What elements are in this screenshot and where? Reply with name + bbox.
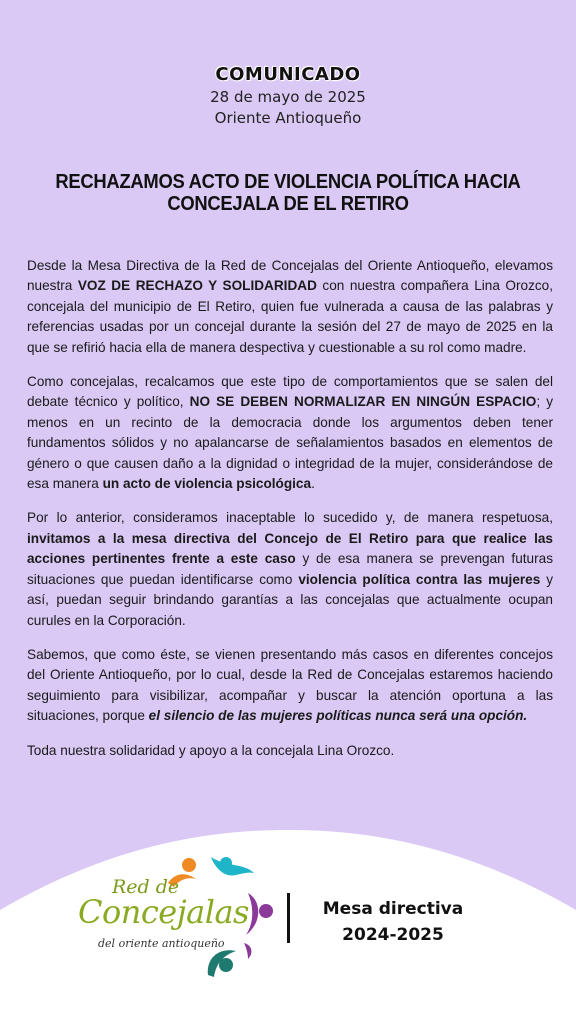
headline-line-2: CONCEJALA DE EL RETIRO xyxy=(167,193,409,215)
logo-divider xyxy=(287,893,290,943)
logo-text-red-de: Red de xyxy=(112,876,180,898)
headline xyxy=(51,171,526,215)
board-period: 2024-2025 xyxy=(342,925,444,945)
communique-label: COMUNICADO xyxy=(215,64,361,85)
board-label xyxy=(300,896,486,948)
logo-text-concejalas: Concejalas xyxy=(78,893,249,931)
board-title: Mesa directiva xyxy=(322,899,464,919)
paragraph-2: Como concejalas, recalcamos que este tipo de comportamientos que se salen del debate técnico y político, NO SE DEBEN NORMALIZAR EN NINGÚN ESPACIO; y menos en un recinto de la democracia donde los argumentos deben tener fundamentos sólidos y no apalancarse de señalamientos basados en elementos de género o que causen daño a la dignidad o integridad de la mujer, considerándose de esa manera un acto de violencia psicológica. xyxy=(27,374,553,492)
paragraph-3: Por lo anterior, consideramos inaceptable lo sucedido y, de manera respetuosa, invitamos a la mesa directiva del Concejo de El Retiro para que realice las acciones pertinentes frente a este caso y de esa manera se prevengan futuras situaciones que puedan identificarse como violencia política contra las mujeres y así, puedan seguir brindando garantías a las concejalas que actualmente ocupan curules en la Corporación. xyxy=(27,510,553,628)
paragraph-4: Sabemos, que como éste, se vienen presentando más casos en diferentes concejos del Oriente Antioqueño, por lo cual, desde la Red de Concejalas estaremos haciendo seguimiento para visibilizar, acompañar y buscar la atención oportuna a las situaciones, porque el silencio de las mujeres políticas nunca será una opción. xyxy=(27,646,553,724)
headline-line-1: RECHAZAMOS ACTO DE VIOLENCIA POLÍTICA HACIA xyxy=(55,171,521,193)
header xyxy=(0,64,576,127)
paragraph-1: Desde la Mesa Directiva de la Red de Concejalas del Oriente Antioqueño, elevamos nuestra VOZ DE RECHAZO Y SOLIDARIDAD con nuestra compañera Lina Orozco, concejala del municipio de El Retiro, quien fue vulnerada a causa de las palabras y referencias usadas por un concejal durante la sesión del 27 de mayo de 2025 en la que se refirió hacia ella de manera despectiva y cuestionable a su rol como madre. xyxy=(27,258,553,355)
logo-text-oriente: del oriente antioqueño xyxy=(98,937,225,950)
paragraph-5: Toda nuestra solidaridad y apoyo a la concejala Lina Orozco. xyxy=(27,742,395,758)
region-line: Oriente Antioqueño xyxy=(214,109,362,127)
statement-body xyxy=(27,256,553,775)
date-line: 28 de mayo de 2025 xyxy=(210,88,366,106)
